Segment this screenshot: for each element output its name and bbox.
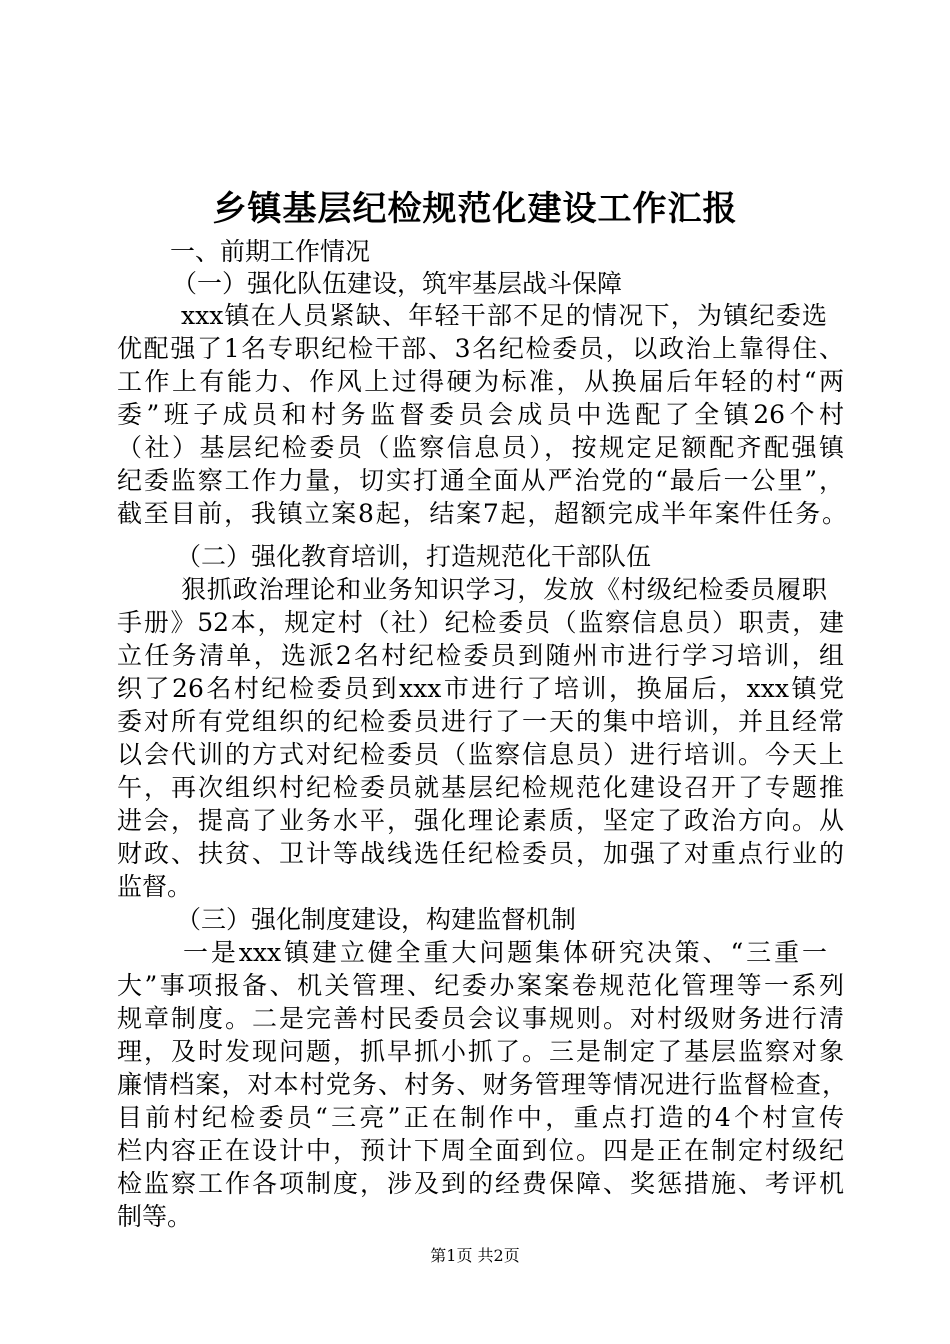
paragraph-1-line: 委”班子成员和村务监督委员会成员中选配了全镇26个村 <box>117 400 844 429</box>
paragraph-1-line: 纪委监察工作力量，切实打通全面从严治党的“最后一公里”， <box>117 466 844 495</box>
page-footer: 第1页 共2页 <box>430 1246 520 1265</box>
paragraph-1-line: 截至目前，我镇立案8起，结案7起，超额完成半年案件任务。 <box>117 499 847 528</box>
paragraph-2-line: 监督。 <box>117 872 193 901</box>
paragraph-1-line: 优配强了1名专职纪检干部、3名纪检委员，以政治上靠得住、 <box>117 334 844 363</box>
section-heading-1: 一、前期工作情况 <box>170 237 371 266</box>
paragraph-3-line: 大”事项报备、机关管理、纪委办案案卷规范化管理等一系列 <box>117 971 844 1000</box>
paragraph-3-line: 栏内容正在设计中，预计下周全面到位。四是正在制定村级纪 <box>117 1136 844 1165</box>
paragraph-1-line: （社）基层纪检委员（监察信息员），按规定足额配齐配强镇 <box>117 433 844 462</box>
paragraph-2-line: 午，再次组织村纪检委员就基层纪检规范化建设召开了专题推 <box>117 773 844 802</box>
paragraph-2-line: 以会代训的方式对纪检委员（监察信息员）进行培训。今天上 <box>117 740 844 769</box>
paragraph-2-line: 织了26名村纪检委员到xxx市进行了培训，换届后，xxx镇党 <box>117 674 844 703</box>
paragraph-2-line: 财政、扶贫、卫计等战线选任纪检委员，加强了对重点行业的 <box>117 839 844 868</box>
paragraph-3-line: 制等。 <box>117 1202 193 1231</box>
paragraph-2-line: 狠抓政治理论和业务知识学习，发放《村级纪检委员履职 <box>181 575 827 604</box>
paragraph-2-line: 手册》52本，规定村（社）纪检委员（监察信息员）职责，建 <box>117 608 844 637</box>
paragraph-2-line: 委对所有党组织的纪检委员进行了一天的集中培训，并且经常 <box>117 707 844 736</box>
paragraph-3-line: 一是xxx镇建立健全重大问题集体研究决策、“三重一 <box>183 938 827 967</box>
paragraph-2-line: 进会，提高了业务水平，强化理论素质，坚定了政治方向。从 <box>117 806 844 835</box>
paragraph-1-line: xxx镇在人员紧缺、年轻干部不足的情况下，为镇纪委选 <box>181 301 827 330</box>
paragraph-3-line: 廉情档案，对本村党务、村务、财务管理等情况进行监督检查， <box>117 1070 847 1099</box>
paragraph-3-line: 理，及时发现问题，抓早抓小抓了。三是制定了基层监察对象 <box>117 1037 844 1066</box>
paragraph-2-line: 立任务清单，选派2名村纪检委员到随州市进行学习培训，组 <box>117 641 844 670</box>
subsection-heading-1: （一）强化队伍建设，筑牢基层战斗保障 <box>172 269 623 298</box>
paragraph-3-line: 目前村纪检委员“三亮”正在制作中，重点打造的4个村宣传 <box>117 1103 844 1132</box>
subsection-heading-2: （二）强化教育培训，打造规范化干部队伍 <box>176 542 652 571</box>
paragraph-3-line: 检监察工作各项制度，涉及到的经费保障、奖惩措施、考评机 <box>117 1169 844 1198</box>
document-title: 乡镇基层纪检规范化建设工作汇报 <box>212 189 738 229</box>
paragraph-1-line: 工作上有能力、作风上过得硬为标准，从换届后年轻的村“两 <box>117 367 844 396</box>
subsection-heading-3: （三）强化制度建设，构建监督机制 <box>176 905 577 934</box>
paragraph-3-line: 规章制度。二是完善村民委员会议事规则。对村级财务进行清 <box>117 1004 844 1033</box>
